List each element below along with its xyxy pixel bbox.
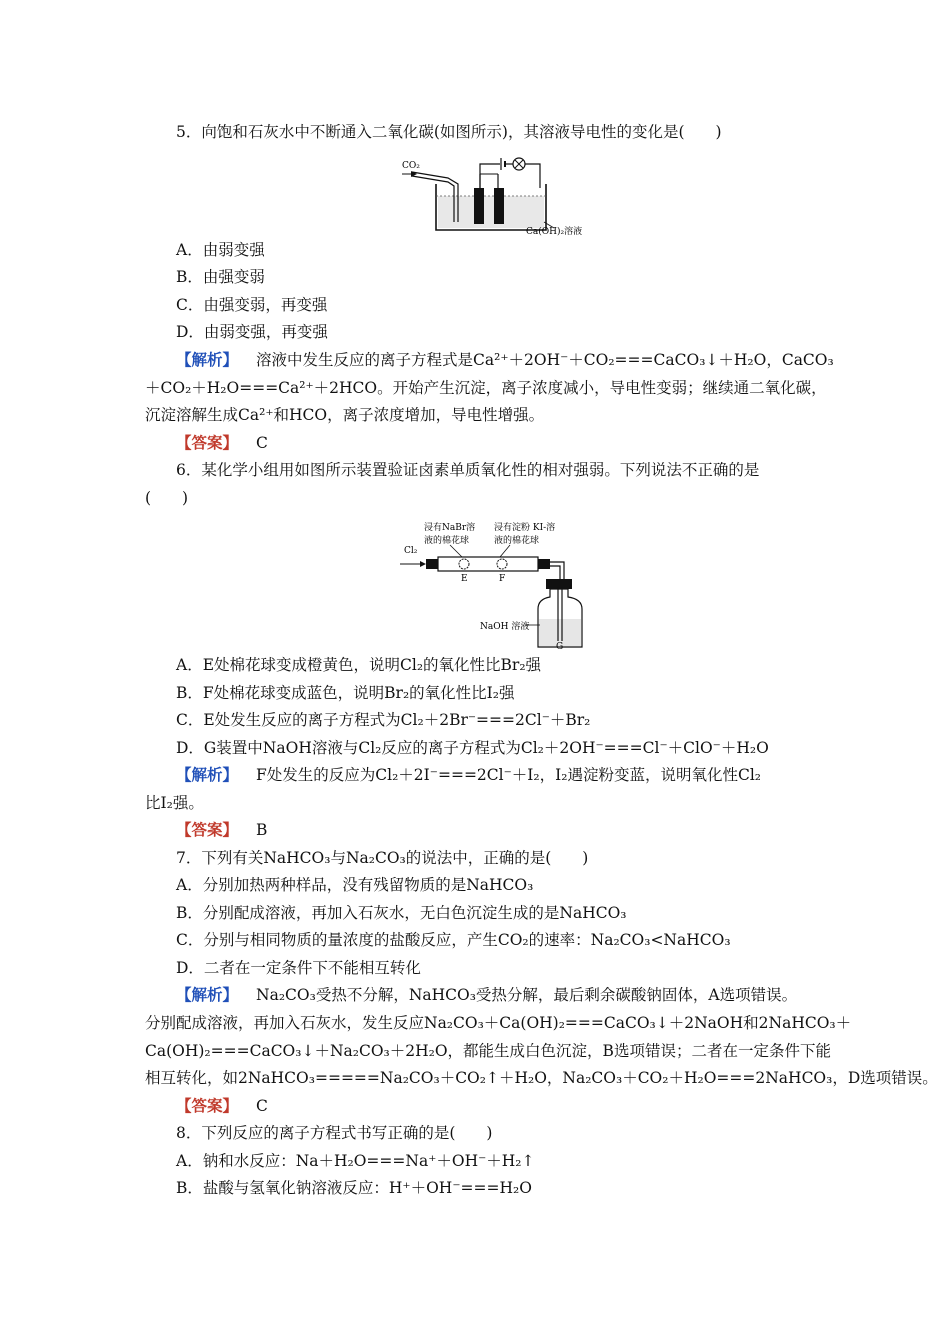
q6-option-b: B．F处棉花球变成蓝色，说明Br₂的氧化性比I₂强 bbox=[176, 684, 515, 702]
svg-text:浸有NaBr溶: 浸有NaBr溶 bbox=[424, 523, 476, 533]
svg-text:Cl₂: Cl₂ bbox=[404, 546, 418, 556]
answer-tag: 【答案】 bbox=[176, 1096, 239, 1115]
q7-analysis-line-2: 分别配成溶液，再加入石灰水，发生反应Na₂CO₃＋Ca(OH)₂===CaCO₃↓＋2NaOH和2NaHCO₃＋ bbox=[145, 1014, 852, 1032]
answer-tag: 【答案】 bbox=[176, 433, 239, 452]
q6-stem-line-1: 6．某化学小组用如图所示装置验证卤素单质氧化性的相对强弱。下列说法不正确的是 bbox=[176, 461, 760, 479]
svg-text:液的棉花球: 液的棉花球 bbox=[494, 536, 540, 546]
q5-option-a: A．由弱变强 bbox=[176, 241, 265, 259]
q6-option-a: A．E处棉花球变成橙黄色，说明Cl₂的氧化性比Br₂强 bbox=[176, 656, 542, 674]
q7-analysis-line-1: 【解析】 Na₂CO₃受热不分解，NaHCO₃受热分解，最后剩余碳酸钠固体，A选项错误。 bbox=[176, 985, 798, 1004]
q6-option-c: C．E处发生反应的离子方程式为Cl₂＋2Br⁻===2Cl⁻＋Br₂ bbox=[176, 711, 591, 729]
q6-analysis-line-1: 【解析】 F处发生的反应为Cl₂＋2I⁻===2Cl⁻＋I₂，I₂遇淀粉变蓝，说明氧化性Cl₂ bbox=[176, 765, 761, 784]
analysis-tag: 【解析】 bbox=[176, 765, 239, 784]
analysis-tag: 【解析】 bbox=[176, 350, 239, 369]
cotton-ball-f-icon bbox=[497, 559, 507, 569]
q8-option-a: A．钠和水反应：Na＋H₂O===Na⁺＋OH⁻＋H₂↑ bbox=[176, 1152, 535, 1170]
cotton-ball-e-icon bbox=[459, 559, 469, 569]
svg-text:NaOH 溶液: NaOH 溶液 bbox=[480, 622, 530, 632]
svg-text:浸有淀粉 KI-溶: 浸有淀粉 KI-溶 bbox=[494, 523, 556, 533]
q7-stem: 7．下列有关NaHCO₃与Na₂CO₃的说法中，正确的是( ) bbox=[176, 849, 589, 867]
q7-option-d: D．二者在一定条件下不能相互转化 bbox=[176, 959, 421, 977]
q5-option-b: B．由强变弱 bbox=[176, 268, 265, 286]
solution-label: Ca(OH)₂溶液 bbox=[526, 227, 583, 237]
q6-answer: 【答案】 B bbox=[176, 820, 268, 839]
conductivity-apparatus-figure bbox=[398, 152, 598, 238]
q6-option-d: D．G装置中NaOH溶液与Cl₂反应的离子方程式为Cl₂＋2OH⁻===Cl⁻＋ClO⁻＋H₂O bbox=[176, 739, 769, 757]
answer-tag: 【答案】 bbox=[176, 820, 239, 839]
analysis-tag: 【解析】 bbox=[176, 985, 239, 1004]
q6-analysis-line-2: 比I₂强。 bbox=[145, 794, 204, 812]
q5-option-d: D．由弱变强，再变强 bbox=[176, 323, 328, 341]
q7-option-c: C．分别与相同物质的量浓度的盐酸反应，产生CO₂的速率：Na₂CO₃<NaHCO₃ bbox=[176, 931, 731, 949]
q8-stem: 8．下列反应的离子方程式书写正确的是( ) bbox=[176, 1124, 493, 1142]
q5-analysis-line-3: 沉淀溶解生成Ca²⁺和HCO，离子浓度增加，导电性增强。 bbox=[145, 406, 545, 424]
q5-option-c: C．由强变弱，再变强 bbox=[176, 296, 328, 314]
q7-analysis-line-4: 相互转化，如2NaHCO₃=====Na₂CO₃＋CO₂↑＋H₂O，Na₂CO₃＋CO₂＋H₂O===2NaHCO₃，D选项错误。 bbox=[145, 1069, 938, 1087]
q7-analysis-line-3: Ca(OH)₂===CaCO₃↓＋Na₂CO₃＋2H₂O，都能生成白色沉淀，B选项错误；二者在一定条件下能 bbox=[145, 1042, 831, 1060]
q5-answer: 【答案】 C bbox=[176, 433, 268, 452]
q7-option-a: A．分别加热两种样品，没有残留物质的是NaHCO₃ bbox=[176, 876, 534, 894]
q7-answer: 【答案】 C bbox=[176, 1096, 268, 1115]
q5-analysis-line-1: 【解析】 溶液中发生反应的离子方程式是Ca²⁺＋2OH⁻＋CO₂===CaCO₃↓＋H₂O，CaCO₃ bbox=[176, 350, 834, 369]
q5-analysis-line-2: ＋CO₂＋H₂O===Ca²⁺＋2HCO。开始产生沉淀，离子浓度减小，导电性变弱；继续通二氧化碳， bbox=[145, 379, 827, 397]
halogen-apparatus-figure bbox=[398, 517, 588, 653]
q8-option-b: B．盐酸与氢氧化钠溶液反应：H⁺＋OH⁻===H₂O bbox=[176, 1179, 532, 1197]
svg-text:G: G bbox=[556, 642, 564, 652]
co2-label: CO₂ bbox=[402, 161, 420, 171]
q6-stem-line-2: ( ) bbox=[145, 489, 189, 507]
q7-option-b: B．分别配成溶液，再加入石灰水，无白色沉淀生成的是NaHCO₃ bbox=[176, 904, 627, 922]
svg-text:液的棉花球: 液的棉花球 bbox=[424, 536, 470, 546]
svg-text:E: E bbox=[461, 574, 468, 584]
svg-text:F: F bbox=[499, 574, 506, 584]
q5-stem: 5．向饱和石灰水中不断通入二氧化碳(如图所示)，其溶液导电性的变化是( ) bbox=[176, 123, 722, 141]
